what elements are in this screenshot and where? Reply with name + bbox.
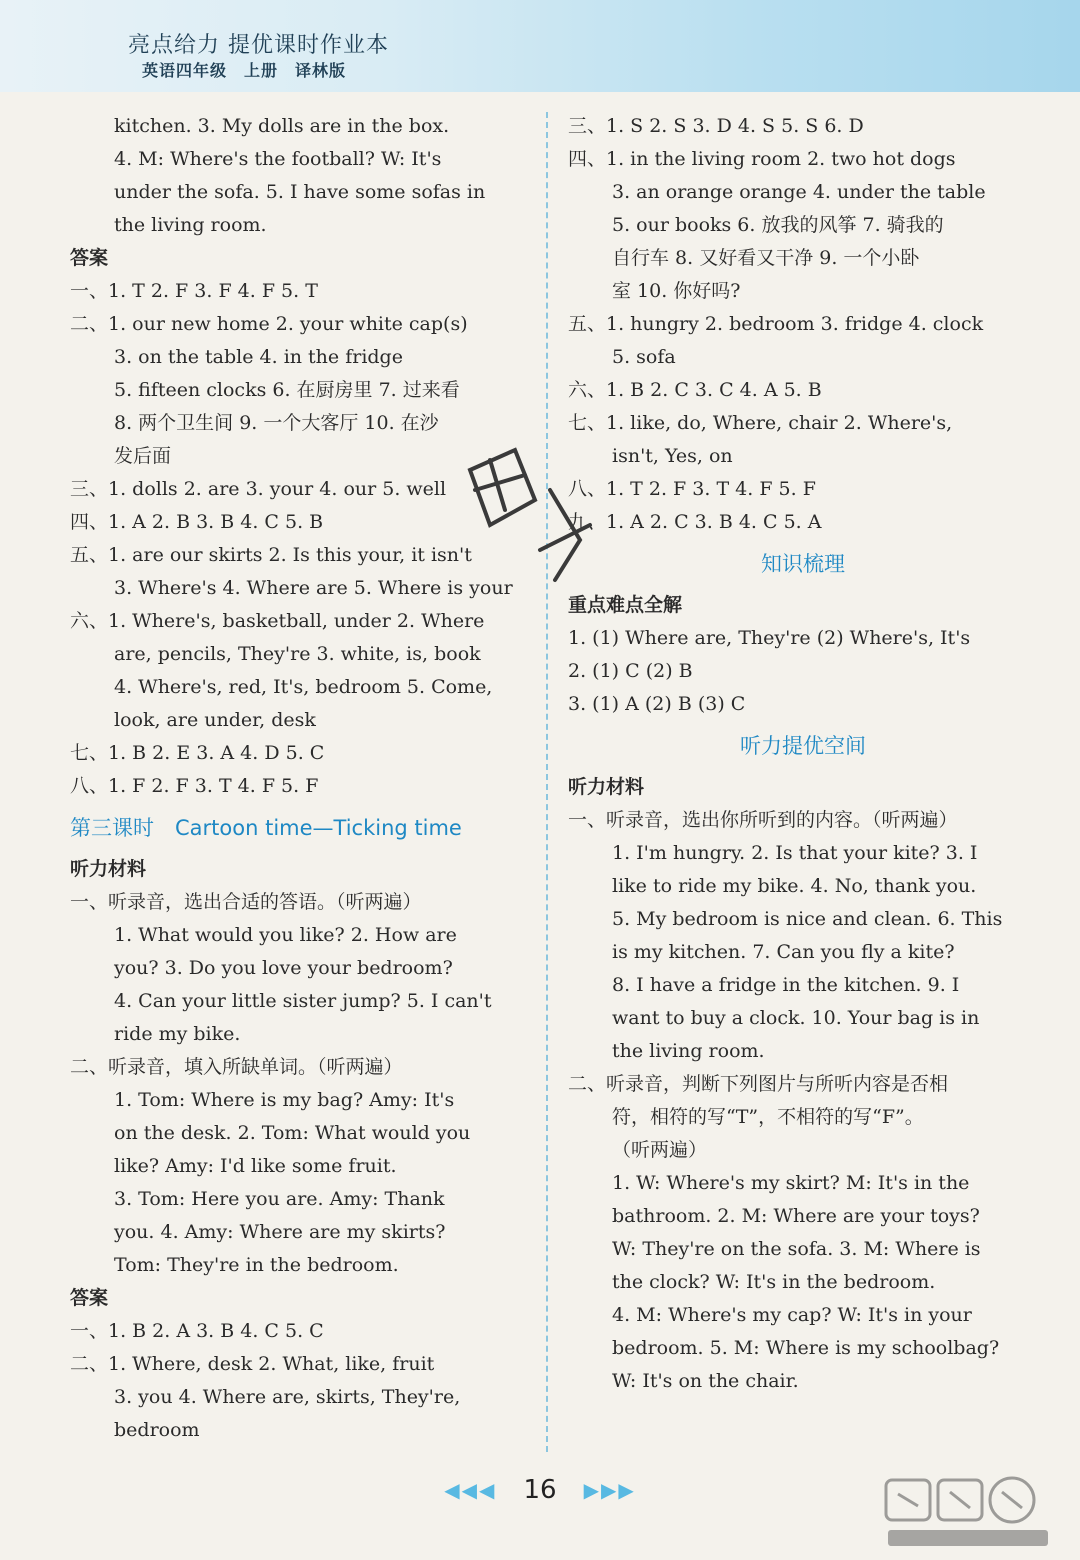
answer-line: 4. M: Where's the football? W: It's [114, 148, 442, 170]
answer-line: 8. 两个卫生间 9. 一个大客厅 10. 在沙 [114, 412, 439, 434]
answer-line: 自行车 8. 又好看又干净 9. 一个小卧 [612, 247, 920, 269]
column-divider [546, 112, 548, 1452]
answer-line: bedroom. 5. M: Where is my schoolbag? [612, 1337, 1000, 1359]
answer-line: isn't, Yes, on [612, 445, 733, 467]
answer-line: bathroom. 2. M: Where are your toys? [612, 1205, 980, 1227]
section-label: 重点难点全解 [568, 594, 683, 616]
answer-line: kitchen. 3. My dolls are in the box. [114, 115, 450, 137]
answer-line: 5. My bedroom is nice and clean. 6. This [612, 908, 1003, 930]
lesson-heading: 第三课时 Cartoon time—Ticking time [70, 816, 462, 840]
answer-line: 4. M: Where's my cap? W: It's in your [612, 1304, 972, 1326]
answer-line: 1. I'm hungry. 2. Is that your kite? 3. I [612, 842, 978, 864]
left-column [70, 110, 535, 1447]
answer-line: are, pencils, They're 3. white, is, book [114, 643, 481, 665]
answer-line: 1. (1) Where are, They're (2) Where's, It's [568, 627, 971, 649]
answer-line: 六、1. B 2. C 3. C 4. A 5. B [568, 379, 822, 401]
section-label: 听力材料 [568, 776, 645, 798]
section-label: 答案 [70, 247, 109, 269]
answer-line: 五、1. hungry 2. bedroom 3. fridge 4. clock [568, 313, 984, 335]
answer-line: 符，相符的写“T”，不相符的写“F”。 [612, 1106, 924, 1128]
answer-line: is my kitchen. 7. Can you fly a kite? [612, 941, 955, 963]
book-subtitle: 英语四年级 上册 译林版 [142, 61, 347, 80]
answer-line: 4. Where's, red, It's, bedroom 5. Come, [114, 676, 493, 698]
answer-line: 八、1. F 2. F 3. T 4. F 5. F [70, 775, 319, 797]
answer-line: 3. Where's 4. Where are 5. Where is your [114, 577, 513, 599]
answer-line: 一、听录音，选出你所听到的内容。（听两遍） [568, 809, 958, 831]
answer-line: Tom: They're in the bedroom. [114, 1254, 399, 1276]
answer-line: 二、听录音，填入所缺单词。（听两遍） [70, 1056, 403, 1078]
answer-line: 二、1. Where, desk 2. What, like, fruit [70, 1353, 435, 1375]
answer-line: the living room. [612, 1040, 765, 1062]
answer-line: 1. Tom: Where is my bag? Amy: It's [114, 1089, 455, 1111]
answer-line: 2. (1) C (2) B [568, 660, 693, 682]
answer-line: ride my bike. [114, 1023, 241, 1045]
answer-line: 五、1. are our skirts 2. Is this your, it isn't [70, 544, 472, 566]
prev-page-arrows[interactable]: ◀◀◀ [444, 1478, 497, 1502]
page-footer [0, 1475, 1080, 1505]
answer-line: 一、1. B 2. A 3. B 4. C 5. C [70, 1320, 324, 1342]
section-heading: 听力提优空间 [740, 734, 866, 758]
answer-line: W: It's on the chair. [612, 1370, 799, 1392]
answer-line: 二、1. our new home 2. your white cap(s) [70, 313, 468, 335]
answer-line: （听两遍） [612, 1139, 708, 1161]
answer-line: you? 3. Do you love your bedroom? [114, 957, 453, 979]
answer-line: 二、听录音，判断下列图片与所听内容是否相 [568, 1073, 949, 1095]
answer-line: 七、1. like, do, Where, chair 2. Where's, [568, 412, 953, 434]
answer-line: 九、1. A 2. C 3. B 4. C 5. A [568, 511, 822, 533]
answer-line: 四、1. in the living room 2. two hot dogs [568, 148, 956, 170]
answer-line: 发后面 [114, 445, 172, 467]
answer-line: the living room. [114, 214, 267, 236]
answer-line: 室 10. 你好吗? [612, 280, 741, 302]
answer-line: 5. sofa [612, 346, 676, 368]
section-label: 答案 [70, 1287, 109, 1309]
answer-line: 5. our books 6. 放我的风筝 7. 骑我的 [612, 214, 944, 236]
answer-line: under the sofa. 5. I have some sofas in [114, 181, 486, 203]
answer-line: 8. I have a fridge in the kitchen. 9. I [612, 974, 960, 996]
answer-line: bedroom [114, 1419, 200, 1441]
answer-line: the clock? W: It's in the bedroom. [612, 1271, 936, 1293]
answer-line: on the desk. 2. Tom: What would you [114, 1122, 471, 1144]
page-number: 16 [523, 1475, 557, 1505]
answer-line: 3. (1) A (2) B (3) C [568, 693, 746, 715]
answer-line: 3. an orange orange 4. under the table [612, 181, 986, 203]
answer-line: 三、1. S 2. S 3. D 4. S 5. S 6. D [568, 115, 864, 137]
answer-line: 七、1. B 2. E 3. A 4. D 5. C [70, 742, 325, 764]
answer-line: 4. Can your little sister jump? 5. I can't [114, 990, 492, 1012]
answer-line: 1. W: Where's my skirt? M: It's in the [612, 1172, 970, 1194]
answer-line: 四、1. A 2. B 3. B 4. C 5. B [70, 511, 324, 533]
answer-line: like? Amy: I'd like some fruit. [114, 1155, 397, 1177]
answer-line: W: They're on the sofa. 3. M: Where is [612, 1238, 981, 1260]
answer-line: look, are under, desk [114, 709, 316, 731]
section-label: 听力材料 [70, 858, 147, 880]
next-page-arrows[interactable]: ▶▶▶ [583, 1478, 636, 1502]
right-column [568, 110, 1038, 1398]
stamp-mark [440, 430, 610, 600]
answer-line: 八、1. T 2. F 3. T 4. F 5. F [568, 478, 816, 500]
answer-line: 5. fifteen clocks 6. 在厨房里 7. 过来看 [114, 379, 460, 401]
section-heading: 知识梳理 [761, 552, 845, 576]
answer-line: 1. What would you like? 2. How are [114, 924, 457, 946]
answer-line: like to ride my bike. 4. No, thank you. [612, 875, 977, 897]
answer-line: 一、听录音，选出合适的答语。（听两遍） [70, 891, 422, 913]
series-title: 亮点给力 提优课时作业本 [128, 33, 389, 58]
answer-line: want to buy a clock. 10. Your bag is in [612, 1007, 980, 1029]
answer-line: 3. Tom: Here you are. Amy: Thank [114, 1188, 445, 1210]
answer-line: 六、1. Where's, basketball, under 2. Where [70, 610, 485, 632]
answer-line: 3. on the table 4. in the fridge [114, 346, 403, 368]
answer-line: 三、1. dolls 2. are 3. your 4. our 5. well [70, 478, 447, 500]
answer-line: you. 4. Amy: Where are my skirts? [114, 1221, 446, 1243]
answer-line: 一、1. T 2. F 3. F 4. F 5. T [70, 280, 318, 302]
answer-line: 3. you 4. Where are, skirts, They're, [114, 1386, 461, 1408]
